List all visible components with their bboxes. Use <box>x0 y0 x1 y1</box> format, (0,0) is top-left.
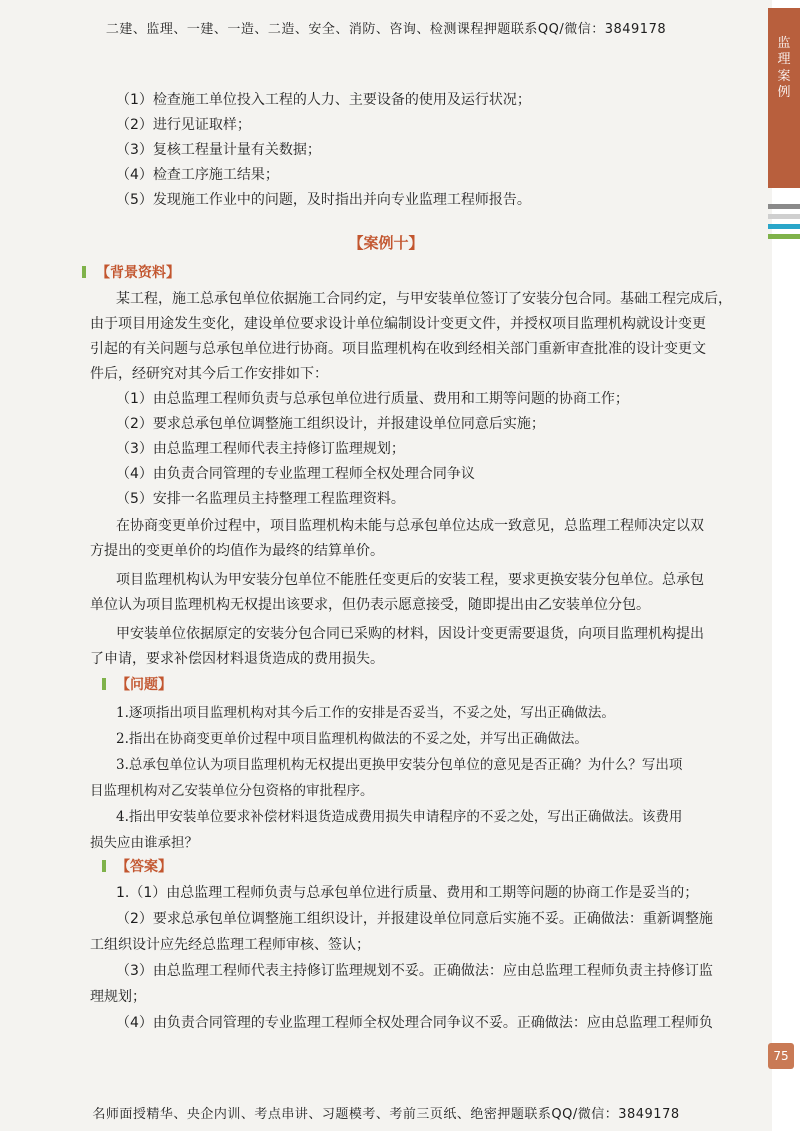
answer-line: 理规划； <box>90 989 146 1005</box>
page-header: 二建、监理、一建、一造、二造、安全、消防、咨询、检测课程押题联系QQ/微信：3849178 <box>105 22 667 37</box>
paragraph-line: 在协商变更单价过程中，项目监理机构未能与总承包单位达成一致意见，总监理工程师决定以双 <box>116 518 704 534</box>
questions-heading: 【问题】 <box>116 674 172 694</box>
paragraph-line: 项目监理机构认为甲安装分包单位不能胜任变更后的安装工程，要求更换安装分包单位。总承包 <box>116 572 704 588</box>
list-item: （3）由总监理工程师代表主持修订监理规划； <box>116 441 405 457</box>
question-line: 损失应由谁承担？ <box>90 835 198 851</box>
question-line: 2.指出在协商变更单价过程中项目监理机构做法的不妥之处，并写出正确做法。 <box>116 731 588 747</box>
case-title: 【案例十】 <box>348 234 424 252</box>
paragraph-line: 了申请，要求补偿因材料退货造成的费用损失。 <box>90 651 384 667</box>
color-stripe <box>768 224 800 229</box>
paragraph-line: 引起的有关问题与总承包单位进行协商。项目监理机构在收到经相关部门重新审查批准的设计变更文 <box>90 341 706 357</box>
question-line: 1.逐项指出项目监理机构对其今后工作的安排是否妥当，不妥之处，写出正确做法。 <box>116 705 615 721</box>
list-item: （1）由总监理工程师负责与总承包单位进行质量、费用和工期等问题的协商工作； <box>116 391 629 407</box>
chapter-tab-char: 案 <box>777 68 791 84</box>
question-line: 目监理机构对乙安装单位分包资格的审批程序。 <box>90 783 374 799</box>
list-item: （5）安排一名监理员主持整理工程监理资料。 <box>116 491 405 507</box>
list-item: （3）复核工程量计量有关数据； <box>116 142 321 158</box>
paragraph-line: 件后，经研究对其今后工作安排如下： <box>90 366 328 382</box>
list-item: （4）由负责合同管理的专业监理工程师全权处理合同争议 <box>116 466 475 482</box>
paragraph-line: 甲安装单位依据原定的安装分包合同已采购的材料，因设计变更需要退货，向项目监理机构提出 <box>116 626 704 642</box>
chapter-tab-char: 理 <box>777 52 791 68</box>
answer-line: 工组织设计应先经总监理工程师审核、签认； <box>90 937 370 953</box>
answer-line: （4）由负责合同管理的专业监理工程师全权处理合同争议不妥。正确做法：应由总监理工程师负 <box>116 1015 713 1031</box>
paragraph-line: 方提出的变更单价的均值作为最终的结算单价。 <box>90 543 384 559</box>
answer-line: 1.（1）由总监理工程师负责与总承包单位进行质量、费用和工期等问题的协商工作是妥当的； <box>116 885 699 901</box>
page-number: 75 <box>768 1043 794 1069</box>
color-stripe <box>768 234 800 239</box>
background-heading: 【背景资料】 <box>96 262 180 282</box>
paragraph-line: 单位认为项目监理机构无权提出该要求，但仍表示愿意接受，随即提出由乙安装单位分包。 <box>90 597 650 613</box>
question-line: 3.总承包单位认为项目监理机构无权提出更换甲安装分包单位的意见是否正确？为什么？写出项 <box>116 757 683 773</box>
list-item: （1）检查施工单位投入工程的人力、主要设备的使用及运行状况； <box>116 92 531 108</box>
answer-heading: 【答案】 <box>116 856 172 876</box>
color-stripe <box>768 204 800 209</box>
chapter-tab-char: 例 <box>777 84 791 100</box>
chapter-tab <box>768 8 800 188</box>
list-item: （4）检查工序施工结果； <box>116 167 279 183</box>
chapter-tab-char: 监 <box>777 36 791 51</box>
question-line: 4.指出甲安装单位要求补偿材料退货造成费用损失申请程序的不妥之处，写出正确做法。该费用 <box>116 809 683 825</box>
color-stripe <box>768 214 800 219</box>
paragraph-line: 某工程，施工总承包单位依据施工合同约定，与甲安装单位签订了安装分包合同。基础工程完成后， <box>116 291 732 307</box>
paragraph-line: 由于项目用途发生变化，建设单位要求设计单位编制设计变更文件，并授权项目监理机构就设计变更 <box>90 316 706 332</box>
page-footer: 名师面授精华、央企内训、考点串讲、习题模考、考前三页纸、绝密押题联系QQ/微信：3849178 <box>92 1107 680 1122</box>
answer-line: （3）由总监理工程师代表主持修订监理规划不妥。正确做法：应由总监理工程师负责主持修订监 <box>116 963 713 979</box>
list-item: （5）发现施工作业中的问题，及时指出并向专业监理工程师报告。 <box>116 192 531 208</box>
answer-line: （2）要求总承包单位调整施工组织设计，并报建设单位同意后实施不妥。正确做法：重新调整施 <box>116 911 713 927</box>
list-item: （2）要求总承包单位调整施工组织设计，并报建设单位同意后实施； <box>116 416 545 432</box>
list-item: （2）进行见证取样； <box>116 117 251 133</box>
